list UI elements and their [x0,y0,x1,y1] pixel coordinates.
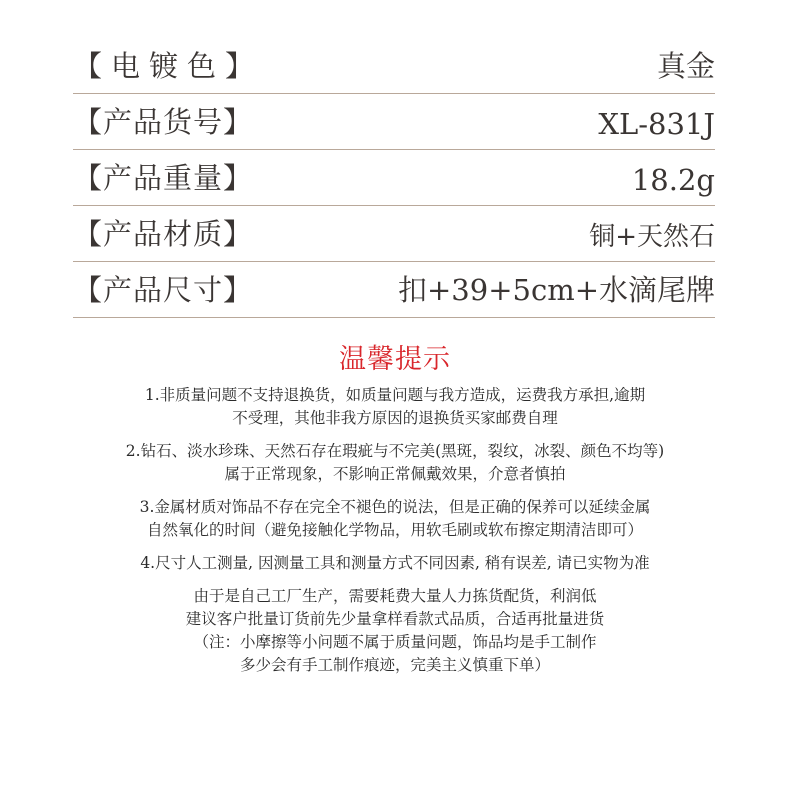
footer-line: （注：小摩擦等小问题不属于质量问题，饰品均是手工制作 [193,633,597,651]
spec-row-material [73,206,715,262]
spec-label: 【产品尺寸】 [73,273,254,307]
notice-item [0,552,790,575]
footer-line: 多少会有手工制作痕迹，完美主义慎重下单） [239,656,550,674]
notice-line: 3.金属材质对饰品不存在完全不褪色的说法，但是正确的保养可以延续金属 [139,498,651,516]
spec-row-size [73,262,715,318]
footer-line: 建议客户批量订货前先少量拿样看款式品质，合适再批量进货 [185,610,605,628]
spec-row-plating-color [73,38,715,94]
footer-line: 由于是自己工厂生产，需要耗费大量人力拣货配货，利润低 [193,587,597,605]
notice-item [0,440,790,486]
notice-line: 4.尺寸人工测量, 因测量工具和测量方式不同因素, 稍有误差, 请已实物为准 [140,554,650,572]
notice-line: 自然氧化的时间（避免接触化学物品，用软毛刷或软布擦定期清洁即可） [146,521,643,539]
notice-line: 不受理，其他非我方原因的退换货买家邮费自理 [232,409,558,427]
notice-line: 2.钻石、淡水珍珠、天然石存在瑕疵与不完美(黑斑，裂纹，冰裂、颜色不均等) [125,442,665,460]
spec-row-weight [73,150,715,206]
spec-value: 扣+39+5cm+水滴尾牌 [398,273,715,307]
notice-footer [0,585,790,677]
spec-label: 【产品材质】 [73,217,254,251]
spec-label: 【电镀色】 [73,49,264,83]
notice-line: 属于正常现象，不影响正常佩戴效果，介意者慎拍 [224,465,566,483]
spec-row-item-number [73,94,715,150]
notice-line: 1.非质量问题不支持退换货，如质量问题与我方造成，运费我方承担,逾期 [144,386,646,404]
spec-value: 铜+天然石 [589,222,715,252]
spec-label: 【产品重量】 [73,161,254,195]
spec-value: 18.2g [631,163,715,197]
spec-value: 真金 [656,49,715,83]
spec-value: XL-831J [598,107,715,141]
notice-section [0,342,790,677]
spec-table [73,38,715,318]
spec-label: 【产品货号】 [73,105,254,139]
notice-item [0,496,790,542]
notice-item [0,384,790,430]
notice-title: 温馨提示 [339,344,451,375]
